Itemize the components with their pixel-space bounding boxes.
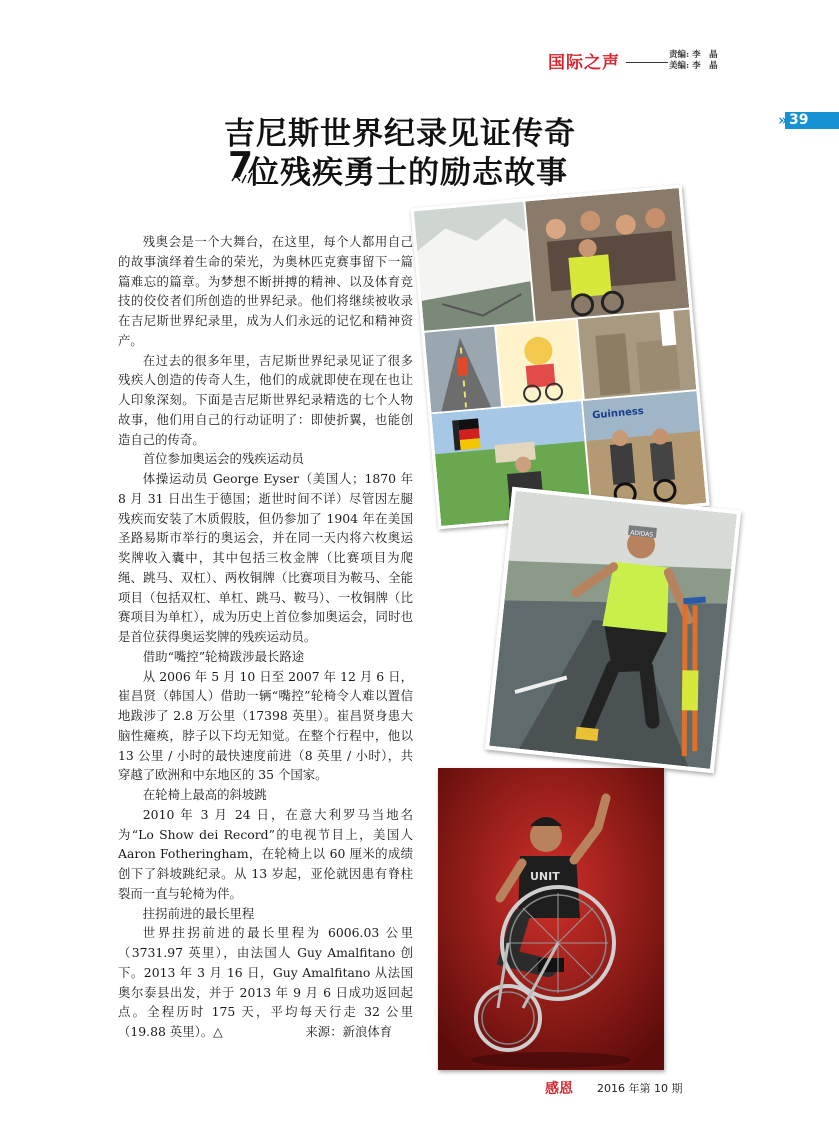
shirt-text: UNIT	[530, 870, 560, 883]
article-title-line-1: 吉尼斯世界纪录见证传奇	[224, 116, 576, 152]
section-heading: 在轮椅上最高的斜坡跳	[142, 787, 267, 802]
collage-image	[414, 188, 707, 526]
editor-credit	[669, 50, 718, 72]
article-title-line-2: 位残疾勇士的励志故事	[248, 155, 568, 191]
photo-collage	[410, 185, 709, 529]
issue-number: 2016 年第 10 期	[597, 1082, 683, 1095]
body-paragraph-final	[118, 923, 413, 1042]
body-paragraph: 2010 年 3 月 24 日，在意大利罗马当地名为“Lo Show dei Record”的电视节目上，美国人 Aaron Fotheringham，在轮椅上以 60 厘米的成绩创下了斜坡跳纪录。从 13 岁起，亚伦就因患有脊柱裂而一直与轮椅为伴。	[118, 806, 413, 901]
page-number: 39	[789, 112, 809, 128]
collage-banner-text: Guinness	[591, 405, 645, 422]
article-body	[118, 232, 413, 1042]
body-paragraph: 体操运动员 George Eyser（美国人；1870 年 8 月 31 日出生于德国；逝世时间不详）尽管因左腿残疾而安装了木质假肢，但仍参加了 1904 年在美国圣路易斯市举行的奥运会，并在同一天内将六枚奥运奖牌收入囊中，其中包括三枚金牌（比赛项目为爬绳、跳马、双杠）、两枚铜牌（比赛项目为鞍马、全能项目（包括双杠、单杠、跳马、鞍马）、一枚铜牌（比赛项目为单杠），成为历史上首位参加奥运会，同时也是首位获得奥运奖牌的残疾运动员。	[118, 471, 413, 644]
wheelchair-image	[438, 768, 664, 1070]
double-chevron-icon: »	[778, 111, 788, 129]
section-heading: 首位参加奥运会的残疾运动员	[142, 451, 304, 467]
editor-line-2: 美编: 李 晶	[669, 61, 718, 71]
section-title: 国际之声	[548, 53, 620, 73]
photo-crutch-runner	[485, 487, 741, 774]
runner-image	[489, 491, 737, 769]
body-paragraph: 在过去的很多年里，吉尼斯世界纪录见证了很多残疾人创造的传奇人生，他们的成就即使在现在也让人印象深刻。下面是吉尼斯世界纪录精选的七个人物故事，他们用自己的行动证明了：即使折翼，也能创造自己的传奇。	[118, 352, 413, 447]
final-paragraph-text: 世界拄拐前进的最长里程为 6006.03 公里（3731.97 英里），由法国人 Guy Amalfitano 创下。2013 年 3 月 16 日，Guy Amalfitano 从法国奥尔泰县出发，并于 2013 年 9 月 6 日成功返回起点。全程历时 175 天，平均每天行走 32 公里（19.88 英里）。△	[118, 925, 413, 1039]
magazine-logo: 感恩	[545, 1081, 573, 1097]
editor-line-1: 责编: 李 晶	[669, 50, 718, 60]
section-heading: 借助“嘴控”轮椅跋涉最长路途	[142, 648, 305, 664]
photo-wheelchair-jumper	[438, 768, 664, 1070]
header-rule	[626, 62, 668, 63]
source-credit: 来源：新浪体育	[305, 1024, 393, 1039]
section-heading: 拄拐前进的最长里程	[142, 905, 255, 921]
seven-numeral-text: 7	[228, 145, 254, 186]
runner-cap-text: ADIDAS	[629, 529, 654, 539]
body-paragraph: 从 2006 年 5 月 10 日至 2007 年 12 月 6 日，崔昌贤（韩国人）借助一辆“嘴控”轮椅令人难以置信地跋涉了 2.8 万公里（17398 英里）。崔昌贤身患大脑性瘫痪，脖子以下均无知觉。在整个行程中，他以 13 公里 / 小时的最快速度前进（8 英里 / 小时），共穿越了欧洲和中东地区的 35 个国家。	[118, 668, 413, 783]
body-paragraph: 残奥会是一个大舞台，在这里，每个人都用自己的故事演绎着生命的荣光，为奥林匹克赛事留下一篇篇难忘的篇章。为梦想不断拼搏的精神、以及体育竞技的佼佼者们所创造的世界纪录。他们将继续被收录在吉尼斯世界纪录里，成为人们永远的记忆和精神资产。	[118, 234, 413, 348]
